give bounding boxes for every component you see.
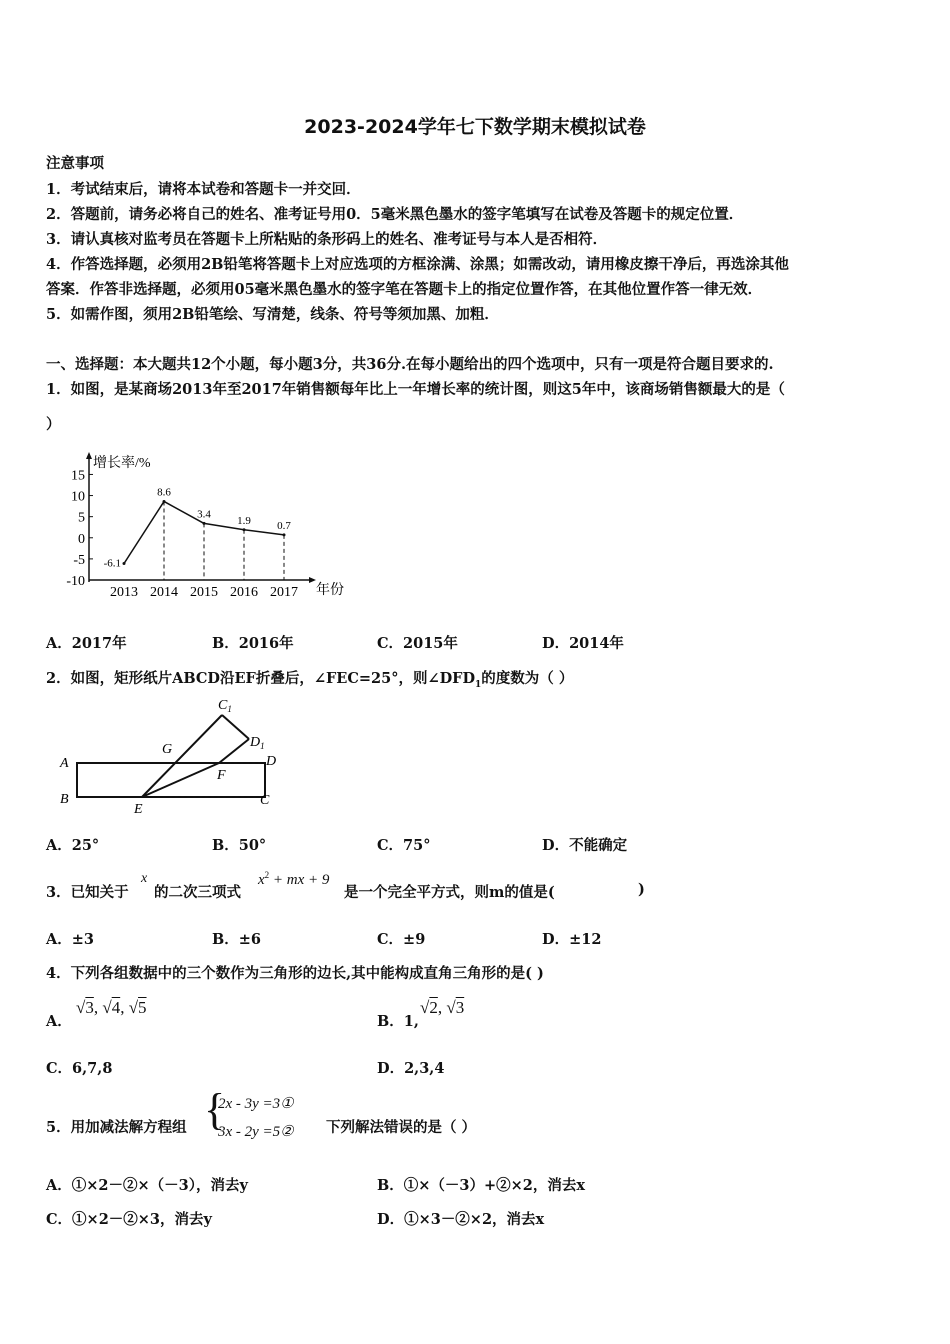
data-point — [163, 500, 166, 503]
data-point — [123, 562, 126, 565]
q4-option-b-radicals: √2, √3 — [420, 998, 465, 1017]
data-point — [283, 533, 286, 536]
q2-option-d[interactable]: D．不能确定 — [542, 837, 628, 854]
question-3-part1: 3．已知关于 — [46, 884, 129, 901]
y-tick-label: 0 — [78, 531, 85, 547]
y-tick-label: 5 — [78, 510, 85, 526]
label-d1: $D_1$ — [250, 735, 265, 751]
fold-line-ef — [142, 763, 219, 797]
question-4-text: 4．下列各组数据中的三个数作为三角形的边长,其中能构成直角三角形的是( ) — [46, 965, 544, 982]
notice-item: 4．作答选择题，必须用2B铅笔将答题卡上对应选项的方框涂满、涂黑；如需改动，请用橡皮擦干净后，再选涂其他 — [46, 256, 789, 273]
data-label: 1.9 — [237, 514, 251, 527]
y-tick-label: 15 — [71, 468, 85, 484]
growth-rate-chart — [52, 448, 352, 608]
label-f: F — [217, 768, 226, 783]
q4-option-a-radicals: √3, √4, √5 — [76, 998, 147, 1017]
notice-heading: 注意事项 — [46, 155, 104, 172]
q5-option-c[interactable]: C．①×2－②×3，消去y — [46, 1211, 212, 1228]
data-label: 0.7 — [277, 519, 291, 532]
q5-option-b[interactable]: B．①×（－3）+②×2，消去x — [377, 1177, 586, 1194]
x-tick-label: 2015 — [190, 585, 218, 600]
q1-option-b[interactable]: B．2016年 — [212, 635, 294, 652]
y-axis-label: 增长率/% — [93, 456, 151, 471]
label-e: E — [134, 802, 143, 817]
edge-c1d1 — [222, 715, 249, 739]
data-label: 8.6 — [157, 486, 171, 499]
x-axis-label: 年份 — [316, 583, 344, 598]
q2-option-b[interactable]: B．50° — [212, 837, 267, 854]
notice-item: 1．考试结束后，请将本试卷和答题卡一并交回． — [46, 181, 361, 198]
q5-option-d[interactable]: D．①×3－②×2，消去x — [377, 1211, 545, 1228]
x-axis-arrow — [309, 577, 316, 583]
x-tick-label: 2016 — [230, 585, 258, 600]
data-point — [203, 522, 206, 525]
folding-rectangle-figure — [52, 695, 292, 820]
q3-option-c[interactable]: C．±9 — [377, 931, 426, 948]
q1-option-a[interactable]: A．2017年 — [46, 635, 127, 652]
data-label: -6.1 — [103, 557, 121, 570]
question-2-text: 2．如图，矩形纸片ABCD沿EF折叠后，∠FEC=25°，则$\angle DFD_1$的度数为（ ） — [46, 670, 574, 690]
question-3-part4: ) — [638, 881, 645, 898]
page-title: 2023-2024学年七下数学期末模拟试卷 — [304, 116, 646, 138]
equation-2: 3x - 2y =5② — [218, 1124, 294, 1140]
notice-item: 2．答题前，请务必将自己的姓名、准考证号用0．5毫米黑色墨水的签字笔填写在试卷及答题卡的规定位置． — [46, 206, 744, 223]
chart-guide-lines — [164, 501, 284, 580]
data-point — [243, 528, 246, 531]
question-3-part3: 是一个完全平方式，则m的值是( — [344, 884, 555, 901]
q1-option-c[interactable]: C．2015年 — [377, 635, 458, 652]
q1-option-d[interactable]: D．2014年 — [542, 635, 624, 652]
q3-option-b[interactable]: B．±6 — [212, 931, 261, 948]
label-c1: $C_1$ — [218, 698, 232, 714]
x-tick-label: 2014 — [150, 585, 178, 600]
y-axis-arrow — [86, 452, 92, 459]
label-d: D — [266, 754, 277, 769]
edge-ec1 — [142, 715, 222, 797]
notice-item: 5．如需作图，须用2B铅笔绘、写清楚，线条、符号等须加黑、加粗． — [46, 306, 499, 323]
edge-d1f — [219, 739, 249, 763]
series-segment — [124, 501, 164, 563]
equation-1: 2x - 3y =3① — [218, 1096, 294, 1112]
question-1-text-end: ） — [46, 416, 61, 433]
data-label: 3.4 — [197, 508, 211, 521]
label-a: A — [60, 756, 69, 771]
notice-item: 3．请认真核对监考员在答题卡上所粘贴的条形码上的姓名、准考证号与本人是否相符． — [46, 231, 608, 248]
question-1-text: 1．如图，是某商场2013年至2017年销售额每年比上一年增长率的统计图，则这5年中，该商场销售额最大的是（ — [46, 381, 785, 398]
q5-option-a[interactable]: A．①×2－②×（－3），消去y — [46, 1177, 248, 1194]
q2-option-c[interactable]: C．75° — [377, 837, 431, 854]
section-heading: 一、选择题：本大题共12个小题，每小题3分，共36分.在每小题给出的四个选项中，只有一项是符合题目要求的. — [46, 356, 774, 373]
y-tick-label: -10 — [66, 574, 85, 589]
label-g: G — [162, 742, 173, 757]
q4-option-a[interactable]: A． — [46, 1013, 72, 1030]
trinomial-expression: $x^2$ + mx + 9 — [258, 870, 330, 888]
question-5-part1: 5．用加减法解方程组 — [46, 1119, 187, 1136]
y-tick-label: -5 — [73, 552, 85, 568]
variable-x: x — [141, 871, 148, 886]
q2-option-a[interactable]: A．25° — [46, 837, 100, 854]
x-tick-label: 2013 — [110, 585, 138, 600]
q3-option-a[interactable]: A．±3 — [46, 931, 94, 948]
question-3-part2: 的二次三项式 — [154, 884, 241, 901]
notice-item: 答案．作答非选择题，必须用05毫米黑色墨水的签字笔在答题卡上的指定位置作答，在其他位置作答一律无效． — [46, 281, 763, 298]
label-b: B — [60, 792, 69, 807]
q3-option-d[interactable]: D．±12 — [542, 931, 602, 948]
question-5-part2: 下列解法错误的是（ ） — [326, 1119, 477, 1136]
q4-option-d[interactable]: D．2,3,4 — [377, 1060, 445, 1077]
system-brace: { — [204, 1085, 226, 1134]
x-tick-label: 2017 — [270, 585, 298, 600]
q4-option-c[interactable]: C．6,7,8 — [46, 1060, 113, 1077]
y-tick-label: 10 — [71, 489, 85, 505]
label-c: C — [260, 793, 270, 808]
chart-x-ticks — [110, 585, 298, 600]
q4-option-b[interactable]: B．1, — [377, 1013, 419, 1030]
chart-data-labels — [104, 486, 292, 569]
